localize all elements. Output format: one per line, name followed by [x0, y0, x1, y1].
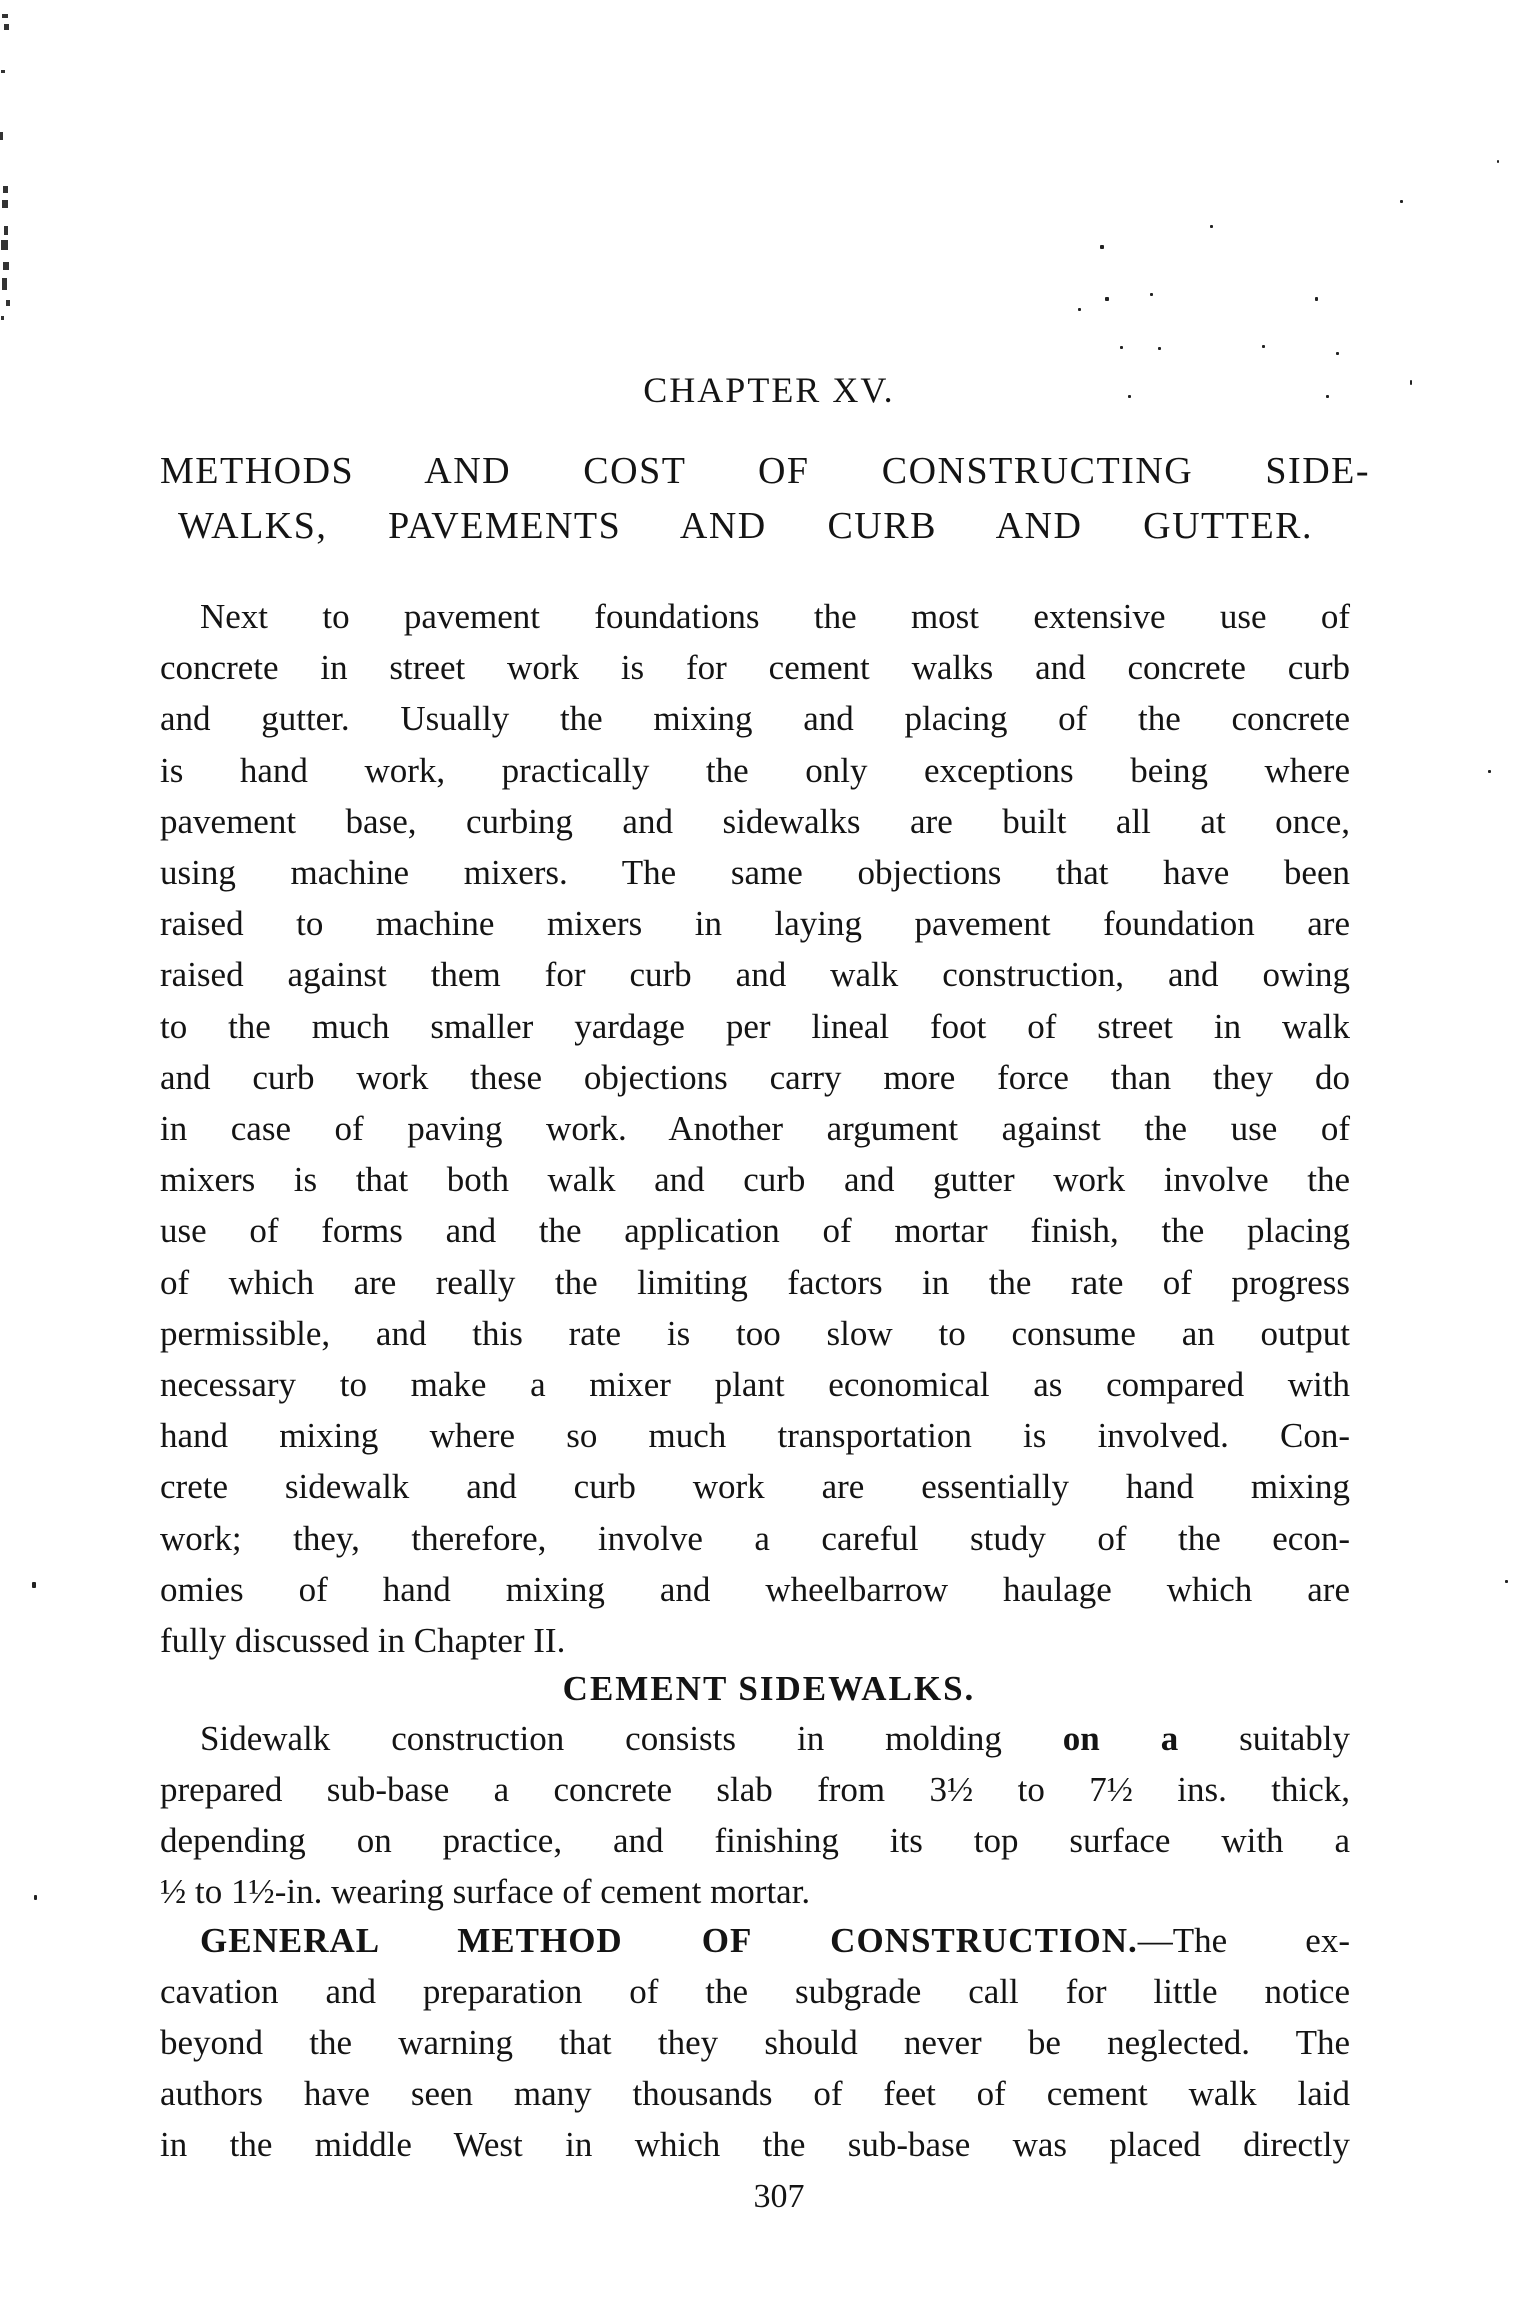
scan-speck — [1262, 345, 1265, 348]
chapter-title-line-2: WALKS, PAVEMENTS AND CURB AND GUTTER. — [178, 505, 1313, 547]
paragraph-line: hand mixing where so much transportation is involved. Con- — [160, 1416, 1350, 1455]
paragraph-line: beyond the warning that they should never be neglected. The — [160, 2023, 1350, 2062]
paragraph-line: raised against them for curb and walk construction, and owing — [160, 955, 1350, 994]
paragraph-line: use of forms and the application of mortar finish, the placing — [160, 1211, 1350, 1250]
page-number: 307 — [753, 2178, 805, 2215]
paragraph-line: pavement base, curbing and sidewalks are built all at once, — [160, 802, 1350, 841]
scan-speck — [1400, 200, 1403, 203]
paragraph-line: mixers is that both walk and curb and gutter work involve the — [160, 1160, 1350, 1199]
scan-speck — [1505, 1580, 1508, 1583]
scan-speck — [32, 1582, 36, 1588]
paragraph-line: is hand work, practically the only exceptions being where — [160, 751, 1350, 790]
paragraph-line: to the much smaller yardage per lineal foot of street in walk — [160, 1007, 1350, 1046]
section-heading: CEMENT SIDEWALKS. — [562, 1669, 976, 1708]
scan-speck — [1210, 225, 1213, 228]
scan-edge-noise — [0, 0, 30, 330]
text-run: suitably — [1178, 1719, 1350, 1758]
chapter-title-line-1: METHODS AND COST OF CONSTRUCTING SIDE- — [160, 450, 1370, 492]
paragraph-line — [200, 1916, 1350, 1966]
paragraph-line: depending on practice, and finishing its top surface with a — [160, 1821, 1350, 1860]
scan-speck — [1336, 352, 1339, 355]
paragraph-line: using machine mixers. The same objections that have been — [160, 853, 1350, 892]
bold-text-run: on a — [1062, 1719, 1179, 1758]
scan-speck — [1078, 308, 1081, 311]
paragraph-line: work; they, therefore, involve a careful study of the econ- — [160, 1519, 1350, 1558]
paragraph-line: in the middle West in which the sub-base was placed directly — [160, 2125, 1350, 2164]
paragraph-line: in case of paving work. Another argument against the use of — [160, 1109, 1350, 1148]
paragraph-line: of which are really the limiting factors in the rate of progress — [160, 1263, 1350, 1302]
paragraph-line: and curb work these objections carry more force than they do — [160, 1058, 1350, 1097]
scan-speck — [34, 1895, 37, 1900]
paragraph-line: necessary to make a mixer plant economical as compared with — [160, 1365, 1350, 1404]
text-run: Sidewalk construction consists in molding — [200, 1719, 1063, 1758]
scan-speck — [1315, 297, 1318, 301]
paragraph-line: prepared sub-base a concrete slab from 3½ to 7½ ins. thick, — [160, 1770, 1350, 1809]
paragraph-line: concrete in street work is for cement walks and concrete curb — [160, 648, 1350, 687]
paragraph-line: crete sidewalk and curb work are essentially hand mixing — [160, 1467, 1350, 1506]
scan-speck — [1488, 770, 1491, 773]
scan-speck — [1158, 347, 1161, 350]
chapter-number: CHAPTER XV. — [643, 370, 895, 410]
paragraph-line: permissible, and this rate is too slow to consume an output — [160, 1314, 1350, 1353]
paragraph-line: authors have seen many thousands of feet of cement walk laid — [160, 2074, 1350, 2113]
paragraph-line: fully discussed in Chapter II. — [160, 1621, 566, 1660]
paragraph-line: raised to machine mixers in laying pavement foundation are — [160, 904, 1350, 943]
scan-speck — [1105, 297, 1109, 301]
scan-speck — [1497, 160, 1499, 163]
paragraph-line: omies of hand mixing and wheelbarrow haulage which are — [160, 1570, 1350, 1609]
paragraph-line — [200, 1714, 1350, 1764]
paragraph-line: ½ to 1½-in. wearing surface of cement mortar. — [160, 1872, 811, 1911]
scan-speck — [1120, 346, 1123, 349]
text-run: —The ex- — [1137, 1921, 1350, 1960]
scan-speck — [1100, 245, 1104, 249]
runin-heading: GENERAL METHOD OF CONSTRUCTION. — [200, 1921, 1138, 1960]
paragraph-line: and gutter. Usually the mixing and placing of the concrete — [160, 699, 1350, 738]
paragraph-line: Next to pavement foundations the most extensive use of — [200, 597, 1350, 636]
paragraph-line: cavation and preparation of the subgrade call for little notice — [160, 1972, 1350, 2011]
scan-speck — [1150, 293, 1153, 296]
